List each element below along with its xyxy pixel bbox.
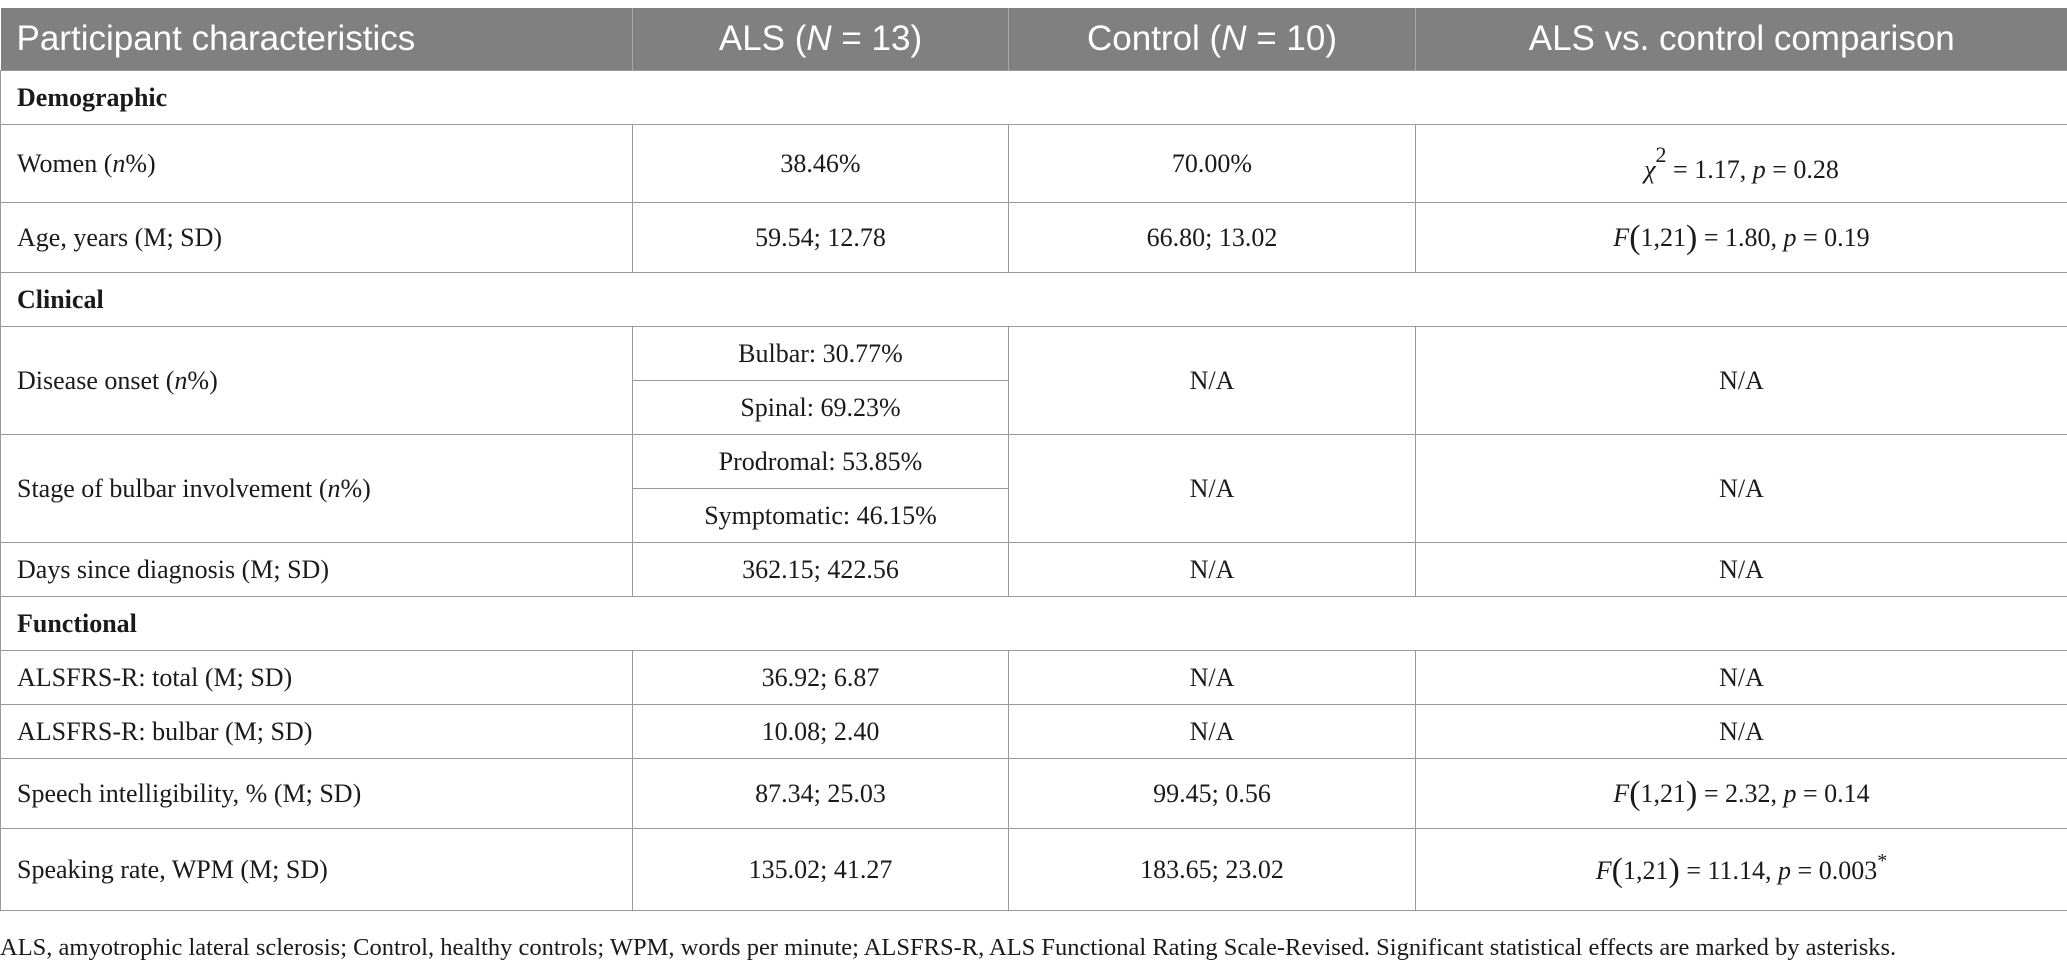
header-comparison: ALS vs. control comparison: [1416, 8, 2067, 71]
control-stage: N/A: [1009, 435, 1416, 543]
header-control-n: N: [1221, 19, 1247, 58]
table-row-days: [1, 543, 2067, 597]
section-functional: Functional: [1, 597, 2067, 651]
p-value: = 0.28: [1765, 155, 1839, 184]
p-symbol: p: [1783, 778, 1797, 808]
header-control: [1009, 8, 1416, 71]
table-header-row: [1, 8, 2067, 71]
p-value: = 0.14: [1796, 778, 1870, 808]
label-stage-n: n: [327, 473, 341, 503]
f-value: = 2.32,: [1697, 778, 1784, 808]
label-intelligibility: Speech intelligibility, % (M; SD): [1, 759, 633, 829]
als-onset-spinal: Spinal: 69.23%: [633, 381, 1009, 435]
comparison-alsfrs-total: N/A: [1416, 651, 2067, 705]
label-days: Days since diagnosis (M; SD): [1, 543, 633, 597]
als-alsfrs-bulbar: 10.08; 2.40: [633, 705, 1009, 759]
table-footnote: ALS, amyotrophic lateral sclerosis; Control, healthy controls; WPM, words per minute; ALSFRS-R, ALS Functional Rating Scale-Revised. Significant statistical effects are marked by asterisks.: [0, 934, 1897, 961]
table-row-stage: [1, 435, 2067, 489]
label-age: Age, years (M; SD): [1, 203, 633, 273]
f-symbol: F: [1595, 855, 1612, 885]
f-value: = 1.80,: [1697, 222, 1784, 252]
chi-value: = 1.17,: [1666, 155, 1753, 184]
label-women-n: n: [112, 148, 126, 178]
header-als-prefix: ALS (: [718, 19, 807, 58]
p-symbol: p: [1752, 155, 1766, 184]
als-days: 362.15; 422.56: [633, 543, 1009, 597]
f-value: = 11.14,: [1679, 855, 1779, 885]
chi-superscript: 2: [1655, 142, 1667, 167]
label-onset-pre: Disease onset (: [17, 365, 175, 395]
label-onset: [1, 327, 633, 435]
comparison-days: N/A: [1416, 543, 2067, 597]
f-df: 1,21: [1623, 855, 1669, 885]
als-intelligibility: 87.34; 25.03: [633, 759, 1009, 829]
p-symbol: p: [1783, 222, 1797, 252]
label-rate: Speaking rate, WPM (M; SD): [1, 829, 633, 911]
als-stage-prodromal: Prodromal: 53.85%: [633, 435, 1009, 489]
header-als-n: N: [806, 19, 832, 58]
als-alsfrs-total: 36.92; 6.87: [633, 651, 1009, 705]
significance-asterisk: *: [1877, 849, 1888, 872]
table-container: [0, 8, 2067, 911]
comparison-women: [1416, 125, 2067, 203]
section-clinical: Clinical: [1, 273, 2067, 327]
f-df: 1,21: [1640, 222, 1687, 252]
table-row-women: [1, 125, 2067, 203]
control-rate: 183.65; 23.02: [1009, 829, 1416, 911]
header-control-prefix: Control (: [1087, 19, 1222, 58]
label-alsfrs-total: ALSFRS-R: total (M; SD): [1, 651, 633, 705]
header-participant-characteristics: Participant characteristics: [1, 8, 633, 71]
header-als-suffix: = 13): [831, 19, 923, 58]
control-onset: N/A: [1009, 327, 1416, 435]
comparison-onset: N/A: [1416, 327, 2067, 435]
table-row-age: [1, 203, 2067, 273]
section-demographic: Demographic: [1, 71, 2067, 125]
label-stage: [1, 435, 633, 543]
als-women: 38.46%: [633, 125, 1009, 203]
header-control-suffix: = 10): [1246, 19, 1337, 58]
section-row-demographic: [1, 71, 2067, 125]
control-alsfrs-total: N/A: [1009, 651, 1416, 705]
comparison-stage: N/A: [1416, 435, 2067, 543]
f-symbol: F: [1613, 222, 1630, 252]
als-stage-symptomatic: Symptomatic: 46.15%: [633, 489, 1009, 543]
comparison-intelligibility: F(1,21) = 2.32, p = 0.14: [1416, 759, 2067, 829]
comparison-age: F(1,21) = 1.80, p = 0.19: [1416, 203, 2067, 273]
label-onset-post: %): [187, 365, 218, 395]
control-days: N/A: [1009, 543, 1416, 597]
f-symbol: F: [1613, 778, 1630, 808]
section-row-clinical: [1, 273, 2067, 327]
control-alsfrs-bulbar: N/A: [1009, 705, 1416, 759]
participant-characteristics-table: [0, 8, 2067, 911]
comparison-alsfrs-bulbar: N/A: [1416, 705, 2067, 759]
p-value: = 0.003: [1791, 855, 1878, 885]
als-age: 59.54; 12.78: [633, 203, 1009, 273]
table-row-intelligibility: [1, 759, 2067, 829]
table-row-onset: [1, 327, 2067, 381]
control-intelligibility: 99.45; 0.56: [1009, 759, 1416, 829]
als-onset-bulbar: Bulbar: 30.77%: [633, 327, 1009, 381]
header-als: [633, 8, 1009, 71]
label-onset-n: n: [174, 365, 188, 395]
table-row-rate: [1, 829, 2067, 911]
comparison-rate: F(1,21) = 11.14, p = 0.003*: [1416, 829, 2067, 911]
label-women-post: %): [125, 148, 156, 178]
als-rate: 135.02; 41.27: [633, 829, 1009, 911]
p-value: = 0.19: [1796, 222, 1870, 252]
p-symbol: p: [1778, 855, 1792, 885]
label-stage-pre: Stage of bulbar involvement (: [17, 473, 328, 503]
control-age: 66.80; 13.02: [1009, 203, 1416, 273]
f-df: 1,21: [1640, 778, 1687, 808]
section-row-functional: [1, 597, 2067, 651]
label-women: [1, 125, 633, 203]
table-row-alsfrs-bulbar: [1, 705, 2067, 759]
label-stage-post: %): [340, 473, 371, 503]
label-alsfrs-bulbar: ALSFRS-R: bulbar (M; SD): [1, 705, 633, 759]
table-row-alsfrs-total: [1, 651, 2067, 705]
chi-symbol: χ: [1644, 155, 1656, 184]
control-women: 70.00%: [1009, 125, 1416, 203]
label-women-pre: Women (: [17, 148, 113, 178]
